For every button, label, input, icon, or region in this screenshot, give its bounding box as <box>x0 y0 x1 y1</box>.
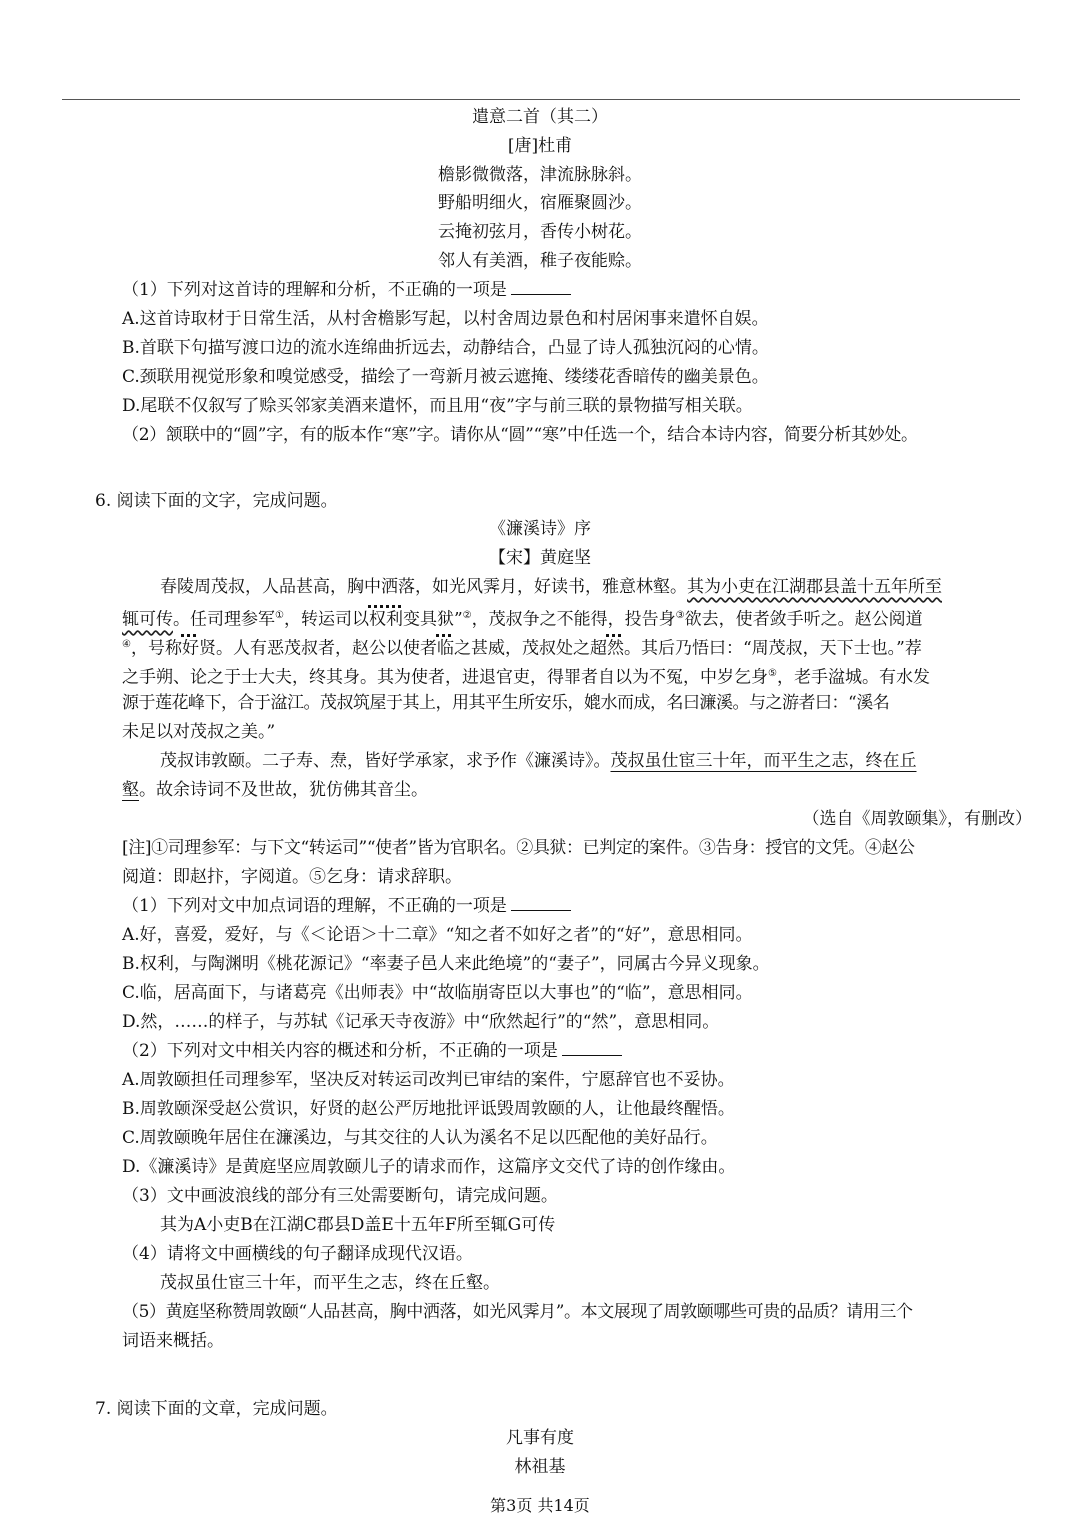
answer-blank[interactable] <box>511 895 571 911</box>
passage-line: 春陵周茂叔，人品甚高，胸中洒落，如光风霁月，好读书，雅意林壑。其为小吏在江湖郡县盖十五年所至 <box>160 577 942 597</box>
q5-option: B.首联下句描写渡口边的流水连绵曲折远去，动静结合，凸显了诗人孤独沉闷的心情。 <box>122 338 769 358</box>
poem-line: 野船明细火，宿雁聚圆沙。 <box>438 193 642 213</box>
dotted-word: 然 <box>606 638 624 659</box>
q6-option: B.周敦颐深受赵公赏识，好贤的赵公严厉地批评诋毁周敦颐的人，让他最终醒悟。 <box>122 1099 735 1119</box>
q6-sub3-text: 其为A小吏B在江湖C郡县D盖E十五年F所至辄G可传 <box>160 1215 556 1235</box>
q6-sub5: （5）黄庭坚称赞周敦颐“人品甚高，胸中洒落，如光风霁月”。本文展现了周敦颐哪些可贵的品质？请用三个 <box>122 1302 913 1322</box>
q6-sub4-text: 茂叔虽仕宦三十年，而平生之志，终在丘壑。 <box>160 1273 500 1293</box>
q6-sub5: 词语来概括。 <box>122 1331 224 1351</box>
q6-option: A.周敦颐担任司理参军，坚决反对转运司改判已审结的案件，宁愿辞官也不妥协。 <box>122 1070 735 1090</box>
q5-option: A.这首诗取材于日常生活，从村舍檐影写起，以村舍周边景色和村居闲事来遣怀自娱。 <box>122 309 769 329</box>
q7-author: 林祖基 <box>514 1457 566 1477</box>
q6-option: C.临，居高面下，与诸葛亮《出师表》中“故临崩寄臣以大事也”的“临”，意思相同。 <box>122 983 753 1003</box>
q7-heading: 7. 阅读下面的文章，完成问题。 <box>95 1399 338 1419</box>
dotted-word: 好 <box>181 638 199 659</box>
passage-line: ④，号称好贤。人有恶茂叔者，赵公以使者临之甚威，茂叔处之超然。其后乃悟曰：“周茂叔，天下士也。”荐 <box>122 638 922 659</box>
answer-blank[interactable] <box>511 279 571 295</box>
q5-option: C.颈联用视觉形象和嗅觉感受，描绘了一弯新月被云遮掩、缕缕花香暗传的幽美景色。 <box>122 367 769 387</box>
page-footer: 第3页 共14页 <box>490 1496 590 1515</box>
poem-author: [唐]杜甫 <box>507 136 573 156</box>
underlined-text: 茂叔虽仕宦三十年，而平生之志，终在丘 <box>610 751 917 771</box>
dotted-word: 权利 <box>368 609 403 630</box>
header-rule <box>62 99 1020 100</box>
passage-line: 辄可传。任司理参军①，转运司以权利变具狱”②，茂叔争之不能得，投告身③欲去，使者敛手听之。赵公阅道 <box>122 609 923 630</box>
q5-option: D.尾联不仅叙写了赊买邻家美酒来遣怀，而且用“夜”字与前三联的景物描写相关联。 <box>122 396 753 416</box>
q6-title: 《濂溪诗》序 <box>489 519 591 539</box>
poem-line: 邻人有美酒，稚子夜能赊。 <box>438 251 642 271</box>
poem-line: 檐影微微落，津流脉脉斜。 <box>438 165 642 185</box>
q6-heading: 6. 阅读下面的文字，完成问题。 <box>95 491 338 511</box>
passage-line: 源于莲花峰下，合于湓江。茂叔筑屋于其上，用其平生所安乐，媲水而成，名曰濂溪。与之游者曰：“溪名 <box>122 693 890 713</box>
q6-sub2: （2）下列对文中相关内容的概述和分析，不正确的一项是 <box>122 1040 622 1062</box>
poem-title: 遣意二首（其二） <box>472 107 608 127</box>
q6-option: C.周敦颐晚年居住在濂溪边，与其交往的人认为溪名不足以匹配他的美好品行。 <box>122 1128 718 1148</box>
source-line: （选自《周敦颐集》，有删改） <box>802 809 1032 829</box>
passage-line: 壑。故余诗词不及世故，犹仿佛其音尘。 <box>122 780 428 800</box>
q5-sub1: （1）下列对这首诗的理解和分析，不正确的一项是 <box>122 279 571 301</box>
q6-option: D.然，……的样子，与苏轼《记承天寺夜游》中“欣然起行”的“然”，意思相同。 <box>122 1012 720 1032</box>
note-line: [注]①司理参军：与下文“转运司”“使者”皆为官职名。②具狱：已判定的案件。③告身：授官的文凭。④赵公 <box>122 838 915 858</box>
q6-sub4: （4）请将文中画横线的句子翻译成现代汉语。 <box>122 1244 473 1264</box>
q6-sub1: （1）下列对文中加点词语的理解，不正确的一项是 <box>122 895 571 917</box>
dotted-word: 临 <box>436 638 454 659</box>
q6-author: 【宋】黄庭坚 <box>489 548 591 568</box>
passage-line: 之手朔、论之于士大夫，终其身。其为使者，进退官吏，得罪者自以为不冤，中岁乞身⑤，老手湓城。有水发 <box>122 667 930 688</box>
q6-option: A.好，喜爱，爱好，与《＜论语＞十二章》“知之者不如好之者”的“好”，意思相同。 <box>122 925 753 945</box>
wavy-underline-text: 其为小吏在江湖郡县盖十五年所至 <box>687 577 942 597</box>
q6-sub3: （3）文中画波浪线的部分有三处需要断句，请完成问题。 <box>122 1186 558 1206</box>
q6-option: D.《濂溪诗》是黄庭坚应周敦颐儿子的请求而作，这篇序文交代了诗的创作缘由。 <box>122 1157 736 1177</box>
passage-line: 茂叔讳敦颐。二子寿、焘，皆好学承家，求予作《濂溪诗》。茂叔虽仕宦三十年，而平生之志，终在丘 <box>160 751 917 771</box>
note-line: 阅道：即赵抃，字阅道。⑤乞身：请求辞职。 <box>122 867 462 887</box>
poem-line: 云掩初弦月，香传小树花。 <box>438 222 642 242</box>
q6-option: B.权利，与陶渊明《桃花源记》“率妻子邑人来此绝境”的“妻子”，同属古今异义现象。 <box>122 954 770 974</box>
q7-title: 凡事有度 <box>506 1428 574 1448</box>
q5-sub2: （2）颔联中的“圆”字，有的版本作“寒”字。请你从“圆”“寒”中任选一个，结合本诗内容，简要分析其妙处。 <box>122 425 918 445</box>
answer-blank[interactable] <box>562 1040 622 1056</box>
passage-line: 未足以对茂叔之美。” <box>122 722 276 742</box>
